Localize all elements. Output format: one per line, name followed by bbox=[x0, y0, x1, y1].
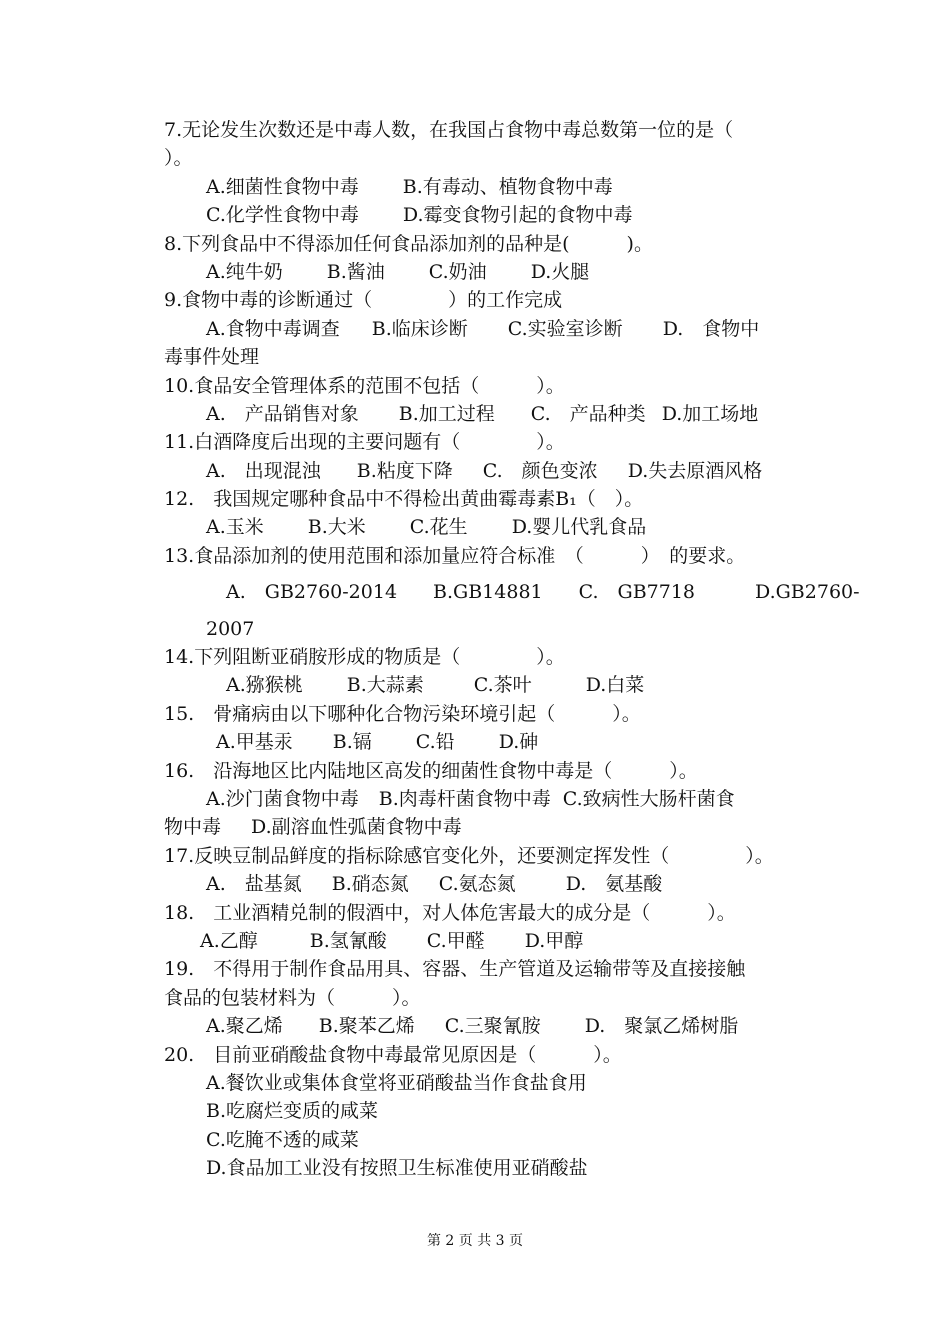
option-b: B.粘度下降 bbox=[356, 459, 453, 482]
option-c: C. GB7718 bbox=[578, 581, 696, 604]
option-c: C.花生 bbox=[409, 516, 468, 539]
question-17-options bbox=[164, 870, 820, 898]
question-20-option-b: B.吃腐烂变质的咸菜 bbox=[206, 1100, 379, 1123]
question-7-options-row1 bbox=[164, 173, 820, 201]
option-b: B.临床诊断 bbox=[371, 317, 468, 340]
question-18-stem: 18. 工业酒精兑制的假酒中，对人体危害最大的成分是（ ）。 bbox=[164, 901, 736, 924]
question-10-stem: 10.食品安全管理体系的范围不包括（ ）。 bbox=[164, 374, 565, 397]
question-19-options bbox=[164, 1012, 820, 1040]
option-b: B.镉 bbox=[332, 731, 372, 754]
option-d: D.婴儿代乳食品 bbox=[511, 516, 647, 539]
option-a: A.食物中毒调查 bbox=[206, 317, 340, 340]
option-b: B.GB14881 bbox=[433, 581, 543, 604]
question-19-stem-cont: 食品的包装材料为（ ）。 bbox=[164, 986, 421, 1009]
option-c: C. 产品种类 bbox=[530, 402, 646, 425]
option-c: C.致病性大肠杆菌食 bbox=[562, 787, 735, 810]
option-a: A.沙门菌食物中毒 bbox=[206, 787, 359, 810]
question-16-stem: 16. 沿海地区比内陆地区高发的细菌性食物中毒是（ ）。 bbox=[164, 759, 698, 782]
question-19-stem: 19. 不得用于制作食品用具、容器、生产管道及运输带等及直接接触 bbox=[164, 958, 746, 981]
question-11-options bbox=[164, 457, 820, 485]
question-9-stem: 9.食物中毒的诊断通过（ ）的工作完成 bbox=[164, 289, 563, 312]
option-c: C.茶叶 bbox=[473, 674, 532, 697]
question-20-option-c: C.吃腌不透的咸菜 bbox=[206, 1128, 359, 1151]
option-a: A. 产品销售对象 bbox=[206, 402, 359, 425]
question-16-options-cont bbox=[164, 813, 820, 841]
option-c: C.奶油 bbox=[428, 260, 487, 283]
question-7-stem-cont: ）。 bbox=[164, 147, 193, 170]
option-c-cont: 物中毒 bbox=[164, 816, 222, 839]
option-d: D.霉变食物引起的食物中毒 bbox=[402, 204, 633, 227]
question-15-options bbox=[164, 728, 820, 756]
option-c: C.化学性食物中毒 bbox=[206, 204, 359, 227]
option-a: A.纯牛奶 bbox=[206, 260, 283, 283]
option-b: B.聚苯乙烯 bbox=[318, 1015, 415, 1038]
option-b: B.有毒动、植物食物中毒 bbox=[402, 175, 613, 198]
question-13-options bbox=[164, 578, 860, 606]
question-13-stem: 13.食品添加剂的使用范围和添加量应符合标准 （ ） 的要求。 bbox=[164, 544, 746, 567]
option-c: C.甲醛 bbox=[426, 929, 485, 952]
question-17-stem: 17.反映豆制品鲜度的指标除感官变化外，还要测定挥发性（ ）。 bbox=[164, 844, 774, 867]
question-9-options bbox=[164, 315, 820, 343]
option-a: A.甲基汞 bbox=[216, 731, 293, 754]
question-14-options bbox=[164, 671, 820, 699]
question-20-option-a: A.餐饮业或集体食堂将亚硝酸盐当作食盐食用 bbox=[206, 1071, 587, 1094]
option-a: A. 盐基氮 bbox=[206, 873, 302, 896]
option-a: A.细菌性食物中毒 bbox=[206, 175, 359, 198]
question-7-stem: 7.无论发生次数还是中毒人数，在我国占食物中毒总数第一位的是（ bbox=[164, 119, 734, 141]
question-18-options bbox=[164, 927, 820, 955]
option-d: D.砷 bbox=[498, 731, 539, 754]
option-b: B.大蒜素 bbox=[346, 674, 424, 697]
option-a: A.猕猴桃 bbox=[226, 674, 303, 697]
question-15-stem: 15. 骨痛病由以下哪种化合物污染环境引起（ ）。 bbox=[164, 702, 641, 725]
option-a: A.乙醇 bbox=[200, 929, 258, 952]
question-13-option-d-cont: 2007 bbox=[206, 617, 255, 640]
option-d: D. 聚氯乙烯树脂 bbox=[584, 1015, 739, 1038]
question-20-stem: 20. 目前亚硝酸盐食物中毒最常见原因是（ ）。 bbox=[164, 1043, 622, 1066]
question-14-stem: 14.下列阻断亚硝胺形成的物质是（ ）。 bbox=[164, 646, 565, 669]
question-10-options bbox=[164, 400, 820, 428]
option-c: C.三聚氰胺 bbox=[444, 1015, 541, 1038]
option-d: D.甲醇 bbox=[524, 929, 584, 952]
question-8-options bbox=[164, 258, 820, 286]
question-12-options bbox=[164, 513, 820, 541]
question-20-option-d: D.食品加工业没有按照卫生标准使用亚硝酸盐 bbox=[206, 1157, 588, 1180]
question-16-options bbox=[164, 785, 820, 813]
option-b: B.加工过程 bbox=[398, 402, 495, 425]
option-d: D.GB2760- bbox=[755, 581, 860, 604]
option-b: B.肉毒杆菌食物中毒 bbox=[378, 787, 551, 810]
option-c: C.氨态氮 bbox=[438, 873, 516, 896]
option-a: A.玉米 bbox=[206, 516, 264, 539]
option-b: B.氢氰酸 bbox=[309, 929, 387, 952]
question-7-options-row2 bbox=[164, 201, 820, 229]
option-c: C.实验室诊断 bbox=[507, 317, 623, 340]
option-c: C.铅 bbox=[415, 731, 455, 754]
option-d: D. 氨基酸 bbox=[565, 873, 663, 896]
exam-content bbox=[164, 116, 860, 1182]
option-a: A. 出现混浊 bbox=[206, 459, 321, 482]
page-footer: 第 2 页 共 3 页 bbox=[426, 1233, 524, 1249]
option-d: D.加工场地 bbox=[661, 402, 759, 425]
option-b: B.酱油 bbox=[326, 260, 385, 283]
question-11-stem: 11.白酒降度后出现的主要问题有（ ）。 bbox=[164, 431, 565, 454]
option-c: C. 颜色变浓 bbox=[482, 459, 598, 482]
option-b: B.硝态氮 bbox=[331, 873, 409, 896]
option-d: D.副溶血性弧菌食物中毒 bbox=[251, 816, 462, 839]
option-d: D. 食物中 bbox=[662, 317, 760, 340]
option-d: D.火腿 bbox=[530, 260, 590, 283]
option-d: D.失去原酒风格 bbox=[627, 459, 763, 482]
option-d: D.白菜 bbox=[585, 674, 645, 697]
option-b: B.大米 bbox=[307, 516, 366, 539]
question-9-option-d-cont: 毒事件处理 bbox=[164, 346, 260, 369]
question-12-stem: 12. 我国规定哪种食品中不得检出黄曲霉毒素B₁（ ）。 bbox=[164, 488, 644, 511]
question-8-stem: 8.下列食品中不得添加任何食品添加剂的品种是( )。 bbox=[164, 232, 653, 255]
option-a: A.聚乙烯 bbox=[206, 1015, 283, 1038]
option-a: A. GB2760-2014 bbox=[226, 581, 398, 604]
